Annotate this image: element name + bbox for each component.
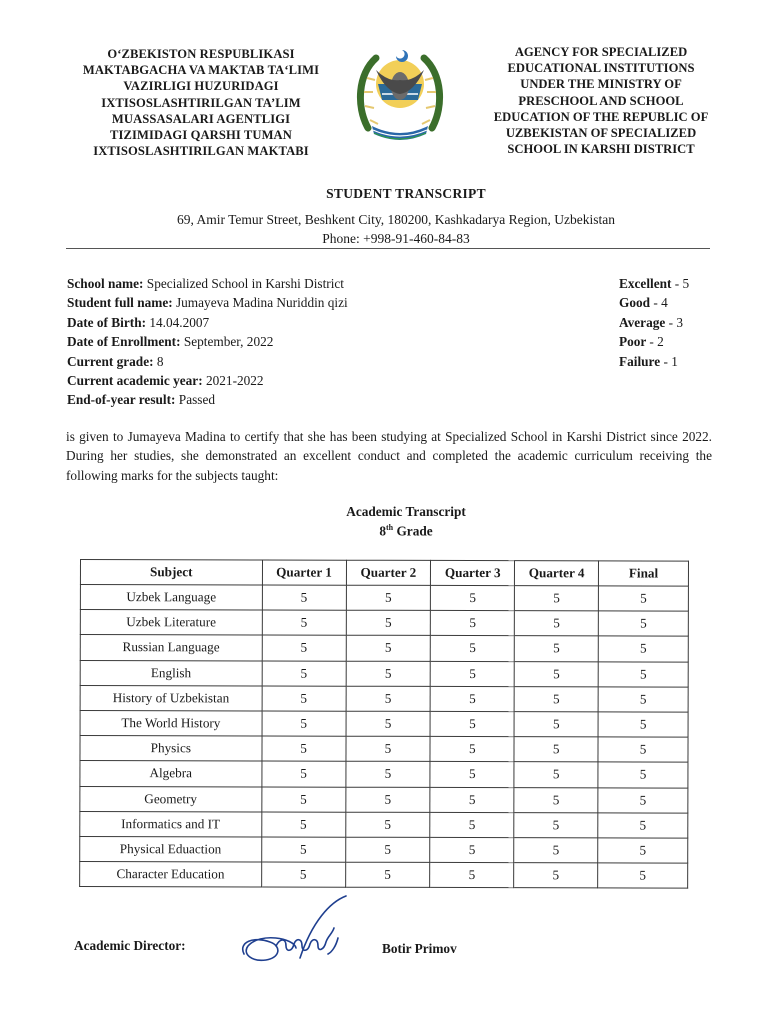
column-header: Quarter 3: [431, 560, 515, 585]
subject-cell: English: [80, 660, 262, 686]
mark-cell: 5: [262, 661, 346, 686]
table-row: [80, 811, 688, 838]
result-label: End-of-year result:: [67, 392, 176, 408]
grades-header-row: [80, 560, 688, 587]
scale-value: - 1: [663, 353, 678, 369]
mark-cell: 5: [598, 661, 688, 686]
mark-cell: 5: [598, 787, 688, 812]
uzbekistan-emblem-icon: [354, 40, 446, 144]
mark-cell: 5: [431, 611, 515, 636]
mark-cell: 5: [598, 687, 688, 712]
mark-cell: 5: [598, 611, 688, 636]
school-name-label: School name:: [67, 276, 144, 291]
grades-table: [79, 559, 689, 889]
certificate-paragraph: is given to Jumayeva Madina to certify that she has been studying at Specialized School in Karshi District since 2022. During her studies, she demonstrated an excellent conduct and completed the academic curriculum receiving the following marks for the subjects taught:: [66, 429, 712, 483]
column-header: Quarter 4: [515, 561, 599, 586]
scale-label: Failure: [619, 353, 661, 369]
mark-cell: 5: [262, 585, 346, 610]
header-uzbek-line: MUASSASALARI AGENTLIGI: [111, 111, 291, 126]
mark-cell: 5: [598, 586, 688, 611]
column-header: Subject: [80, 560, 262, 585]
mark-cell: 5: [261, 812, 345, 837]
mark-cell: 5: [431, 636, 515, 661]
phone-line: Phone: +998-91-460-84-83: [322, 231, 470, 246]
mark-cell: 5: [515, 611, 599, 636]
scale-label: Excellent: [619, 276, 672, 291]
mark-cell: 5: [346, 610, 431, 635]
table-row: [80, 710, 688, 737]
header-uzbek-line: TIZIMIDAGI QARSHI TUMAN: [110, 128, 292, 143]
transcript-grade-number: 8: [379, 523, 386, 539]
mark-cell: 5: [514, 686, 598, 711]
document-title: STUDENT TRANSCRIPT: [326, 186, 486, 201]
header-english-line: EDUCATIONAL INSTITUTIONS: [507, 61, 695, 76]
student-name-label: Student full name:: [67, 295, 173, 311]
mark-cell: 5: [345, 837, 430, 862]
column-header: Quarter 2: [346, 560, 431, 585]
school-contact: [0, 210, 768, 248]
mark-cell: 5: [598, 863, 688, 888]
header-uzbek: [62, 46, 340, 159]
mark-cell: 5: [261, 862, 345, 887]
mark-cell: 5: [514, 737, 598, 762]
subject-cell: History of Uzbekistan: [80, 685, 262, 711]
subject-cell: Geometry: [80, 786, 262, 812]
mark-cell: 5: [346, 661, 431, 686]
header-uzbek-line: VAZIRLIGI HUZURIDAGI: [123, 79, 279, 94]
enrollment-row: [67, 332, 348, 351]
table-row: [80, 836, 688, 863]
mark-cell: 5: [430, 812, 514, 837]
mark-cell: 5: [430, 737, 514, 762]
scale-value: - 3: [668, 314, 684, 330]
mark-cell: 5: [261, 837, 345, 862]
mark-cell: 5: [430, 711, 514, 736]
student-name-row: [67, 293, 348, 312]
mark-cell: 5: [345, 812, 430, 837]
scale-value: - 2: [649, 334, 664, 350]
mark-cell: 5: [346, 686, 431, 711]
mark-cell: 5: [345, 787, 430, 812]
mark-cell: 5: [262, 610, 346, 635]
mark-cell: 5: [346, 636, 431, 661]
mark-cell: 5: [514, 787, 598, 812]
header-english-line: AGENCY FOR SPECIALIZED: [514, 45, 688, 59]
scale-label: Poor: [619, 334, 647, 350]
mark-cell: 5: [431, 585, 515, 610]
signature-image: [236, 892, 354, 972]
subject-cell: Physical Eduaction: [80, 836, 262, 862]
header-english: [478, 44, 724, 157]
header-uzbek-line: IXTISOSLASHTIRILGAN TA’LIM: [101, 95, 301, 110]
table-row: [80, 635, 688, 662]
table-row: [80, 610, 688, 637]
scale-item: [619, 313, 689, 332]
mark-cell: 5: [430, 787, 514, 812]
current-grade-value: 8: [156, 353, 164, 369]
subject-cell: Uzbek Language: [80, 585, 262, 611]
scale-value: - 4: [653, 295, 668, 311]
mark-cell: 5: [345, 736, 430, 761]
header-divider: [66, 248, 710, 249]
table-row: [80, 862, 688, 889]
scale-value: - 5: [674, 276, 690, 291]
mark-cell: 5: [430, 762, 514, 787]
scale-label: Average: [619, 314, 666, 330]
school-name-row: [67, 274, 348, 293]
transcript-title: Academic Transcript: [346, 504, 466, 519]
dob-label: Date of Birth:: [67, 314, 147, 330]
mark-cell: 5: [262, 686, 346, 711]
mark-cell: 5: [261, 786, 345, 811]
transcript-grade: [0, 523, 768, 539]
transcript-grade-suffix: th: [386, 523, 394, 532]
address-line: 69, Amir Temur Street, Beshkent City, 180200, Kashkadarya Region, Uzbekistan: [176, 212, 616, 227]
table-row: [80, 736, 688, 763]
header-uzbek-line: O‘ZBEKISTON RESPUBLIKASI: [107, 47, 295, 61]
mark-cell: 5: [514, 838, 598, 863]
student-info: [67, 274, 348, 410]
mark-cell: 5: [598, 712, 688, 737]
table-row: [80, 585, 688, 612]
grades-body: [80, 585, 689, 889]
scale-item: [619, 352, 689, 371]
subject-cell: Character Education: [80, 862, 262, 888]
table-row: [80, 761, 688, 788]
dob-value: 14.04.2007: [149, 314, 210, 330]
header-english-line: UNDER THE MINISTRY OF: [520, 77, 682, 92]
academic-year-label: Current academic year:: [67, 373, 203, 389]
header-english-line: EDUCATION OF THE REPUBLIC OF: [493, 109, 709, 124]
mark-cell: 5: [430, 862, 514, 887]
table-row: [80, 685, 688, 712]
subject-cell: Physics: [80, 736, 262, 762]
transcript-grade-word: Grade: [396, 523, 433, 539]
table-row: [80, 660, 688, 687]
subject-cell: The World History: [80, 710, 262, 736]
mark-cell: 5: [262, 711, 346, 736]
header-uzbek-line: IXTISOSLASHTIRILGAN MAKTABI: [93, 144, 309, 159]
mark-cell: 5: [262, 635, 346, 660]
mark-cell: 5: [514, 636, 598, 661]
scale-item: [619, 332, 689, 351]
mark-cell: 5: [346, 585, 431, 610]
mark-cell: 5: [514, 661, 598, 686]
mark-cell: 5: [598, 813, 688, 838]
result-value: Passed: [178, 392, 215, 408]
mark-cell: 5: [431, 661, 515, 686]
scale-item: [619, 274, 689, 293]
column-header: Final: [599, 561, 689, 586]
mark-cell: 5: [515, 586, 599, 611]
subject-cell: Algebra: [80, 761, 262, 787]
mark-cell: 5: [514, 812, 598, 837]
header-english-line: SCHOOL IN KARSHI DISTRICT: [507, 142, 695, 157]
academic-year-value: 2021-2022: [205, 373, 264, 389]
grading-scale: [619, 274, 689, 371]
subject-cell: Informatics and IT: [80, 811, 262, 837]
result-row: [67, 390, 348, 409]
current-grade-row: [67, 352, 348, 371]
subject-cell: Uzbek Literature: [80, 610, 262, 636]
school-name-value: Specialized School in Karshi District: [146, 276, 344, 291]
column-header: Quarter 1: [262, 560, 346, 585]
enrollment-value: September, 2022: [183, 334, 274, 350]
academic-year-row: [67, 371, 348, 390]
mark-cell: 5: [262, 761, 346, 786]
mark-cell: 5: [430, 686, 514, 711]
scale-item: [619, 293, 689, 312]
mark-cell: 5: [598, 636, 688, 661]
mark-cell: 5: [345, 762, 430, 787]
student-name-value: Jumayeva Madina Nuriddin qizi: [175, 295, 348, 311]
header-english-line: UZBEKISTAN OF SPECIALIZED: [505, 126, 697, 141]
mark-cell: 5: [346, 711, 431, 736]
mark-cell: 5: [598, 737, 688, 762]
header-uzbek-line: MAKTABGACHA VA MAKTAB TA‘LIMI: [82, 63, 320, 78]
mark-cell: 5: [598, 838, 688, 863]
table-row: [80, 786, 688, 813]
grades-header: [80, 560, 688, 587]
mark-cell: 5: [262, 736, 346, 761]
mark-cell: 5: [514, 863, 598, 888]
mark-cell: 5: [598, 762, 688, 787]
dob-row: [67, 313, 348, 332]
signature-label: Academic Director:: [74, 938, 186, 953]
current-grade-label: Current grade:: [67, 353, 154, 369]
mark-cell: 5: [430, 837, 514, 862]
subject-cell: Russian Language: [80, 635, 262, 661]
mark-cell: 5: [514, 712, 598, 737]
mark-cell: 5: [345, 862, 430, 887]
enrollment-label: Date of Enrollment:: [67, 334, 181, 350]
header-english-line: PRESCHOOL AND SCHOOL: [518, 93, 684, 108]
scale-label: Good: [619, 295, 651, 311]
director-name: Botir Primov: [382, 941, 457, 956]
mark-cell: 5: [514, 762, 598, 787]
